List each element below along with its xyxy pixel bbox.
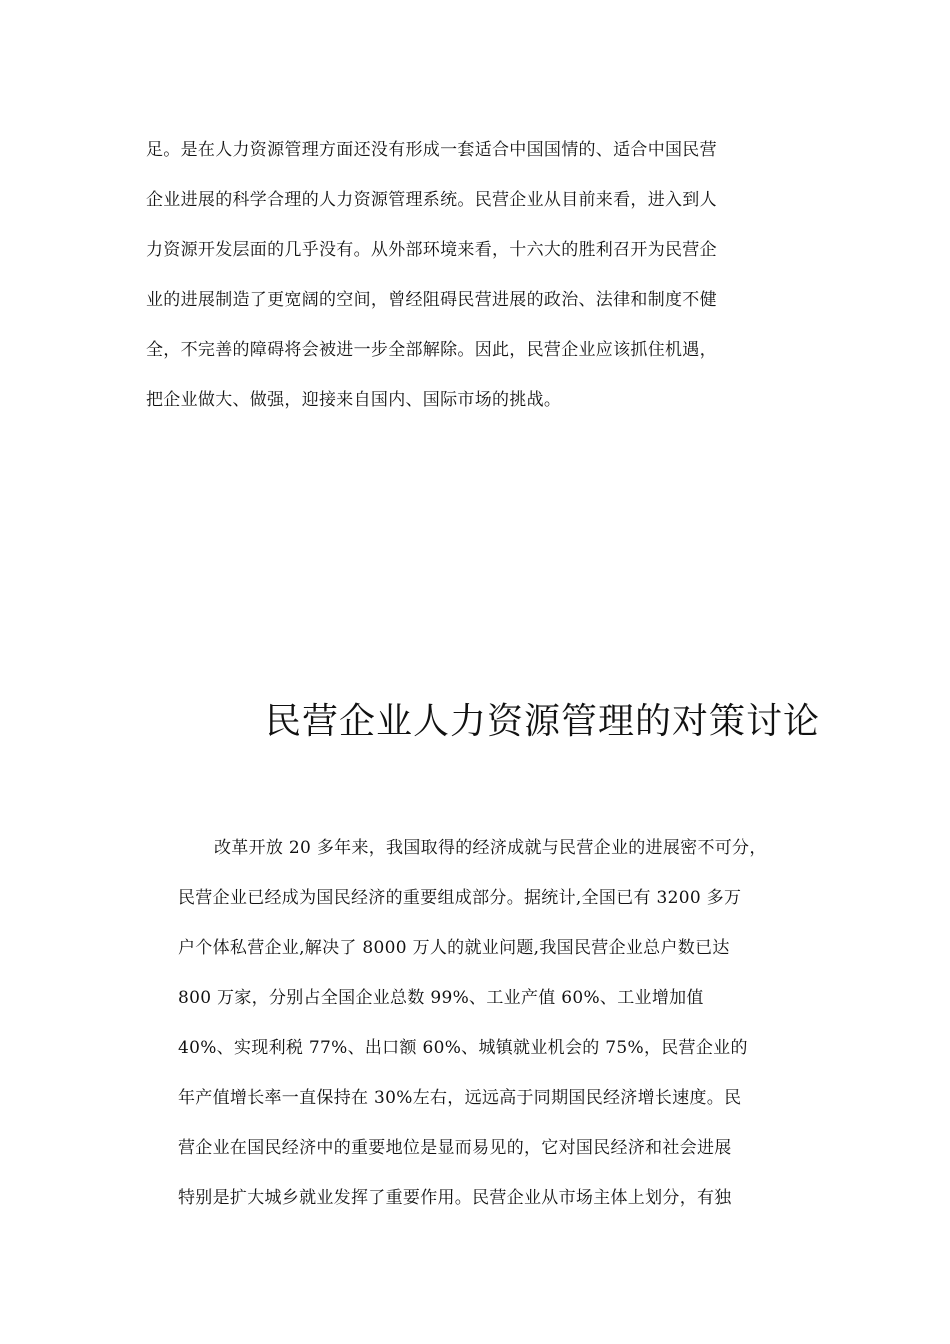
paragraph-line: 企业进展的科学合理的人力资源管理系统。民营企业从目前来看，进入到人 bbox=[146, 190, 717, 210]
paragraph-line: 特别是扩大城乡就业发挥了重要作用。民营企业从市场主体上划分，有独 bbox=[178, 1188, 732, 1208]
paragraph-line: 把企业做大、做强，迎接来自国内、国际市场的挑战。 bbox=[146, 390, 562, 410]
paragraph-line: 业的进展制造了更宽阔的空间，曾经阻碍民营进展的政治、法律和制度不健 bbox=[146, 290, 717, 310]
paragraph-line: 年产值增长率一直保持在 30%左右，远远高于同期国民经济增长速度。民 bbox=[178, 1088, 742, 1108]
paragraph-line: 民营企业已经成为国民经济的重要组成部分。据统计,全国已有 3200 多万 bbox=[178, 888, 742, 908]
paragraph-line: 力资源开发层面的几乎没有。从外部环境来看，十六大的胜利召开为民营企 bbox=[146, 240, 717, 260]
paragraph-line: 户个体私营企业,解决了 8000 万人的就业问题,我国民营企业总户数已达 bbox=[178, 938, 730, 958]
paragraph-line: 800 万家，分别占全国企业总数 99%、工业产值 60%、工业增加值 bbox=[178, 988, 704, 1008]
paragraph-line: 营企业在国民经济中的重要地位是显而易见的，它对国民经济和社会进展 bbox=[178, 1138, 732, 1158]
paragraph-line: 全，不完善的障碍将会被进一步全部解除。因此，民营企业应该抓住机遇， bbox=[146, 340, 717, 360]
section-title: 民营企业人力资源管理的对策讨论 bbox=[265, 701, 821, 743]
paragraph-line: 40%、实现利税 77%、出口额 60%、城镇就业机会的 75%，民营企业的 bbox=[178, 1038, 748, 1058]
paragraph-line: 足。是在人力资源管理方面还没有形成一套适合中国国情的、适合中国民营 bbox=[146, 140, 717, 160]
paragraph-line: 改革开放 20 多年来，我国取得的经济成就与民营企业的进展密不可分， bbox=[214, 838, 767, 858]
